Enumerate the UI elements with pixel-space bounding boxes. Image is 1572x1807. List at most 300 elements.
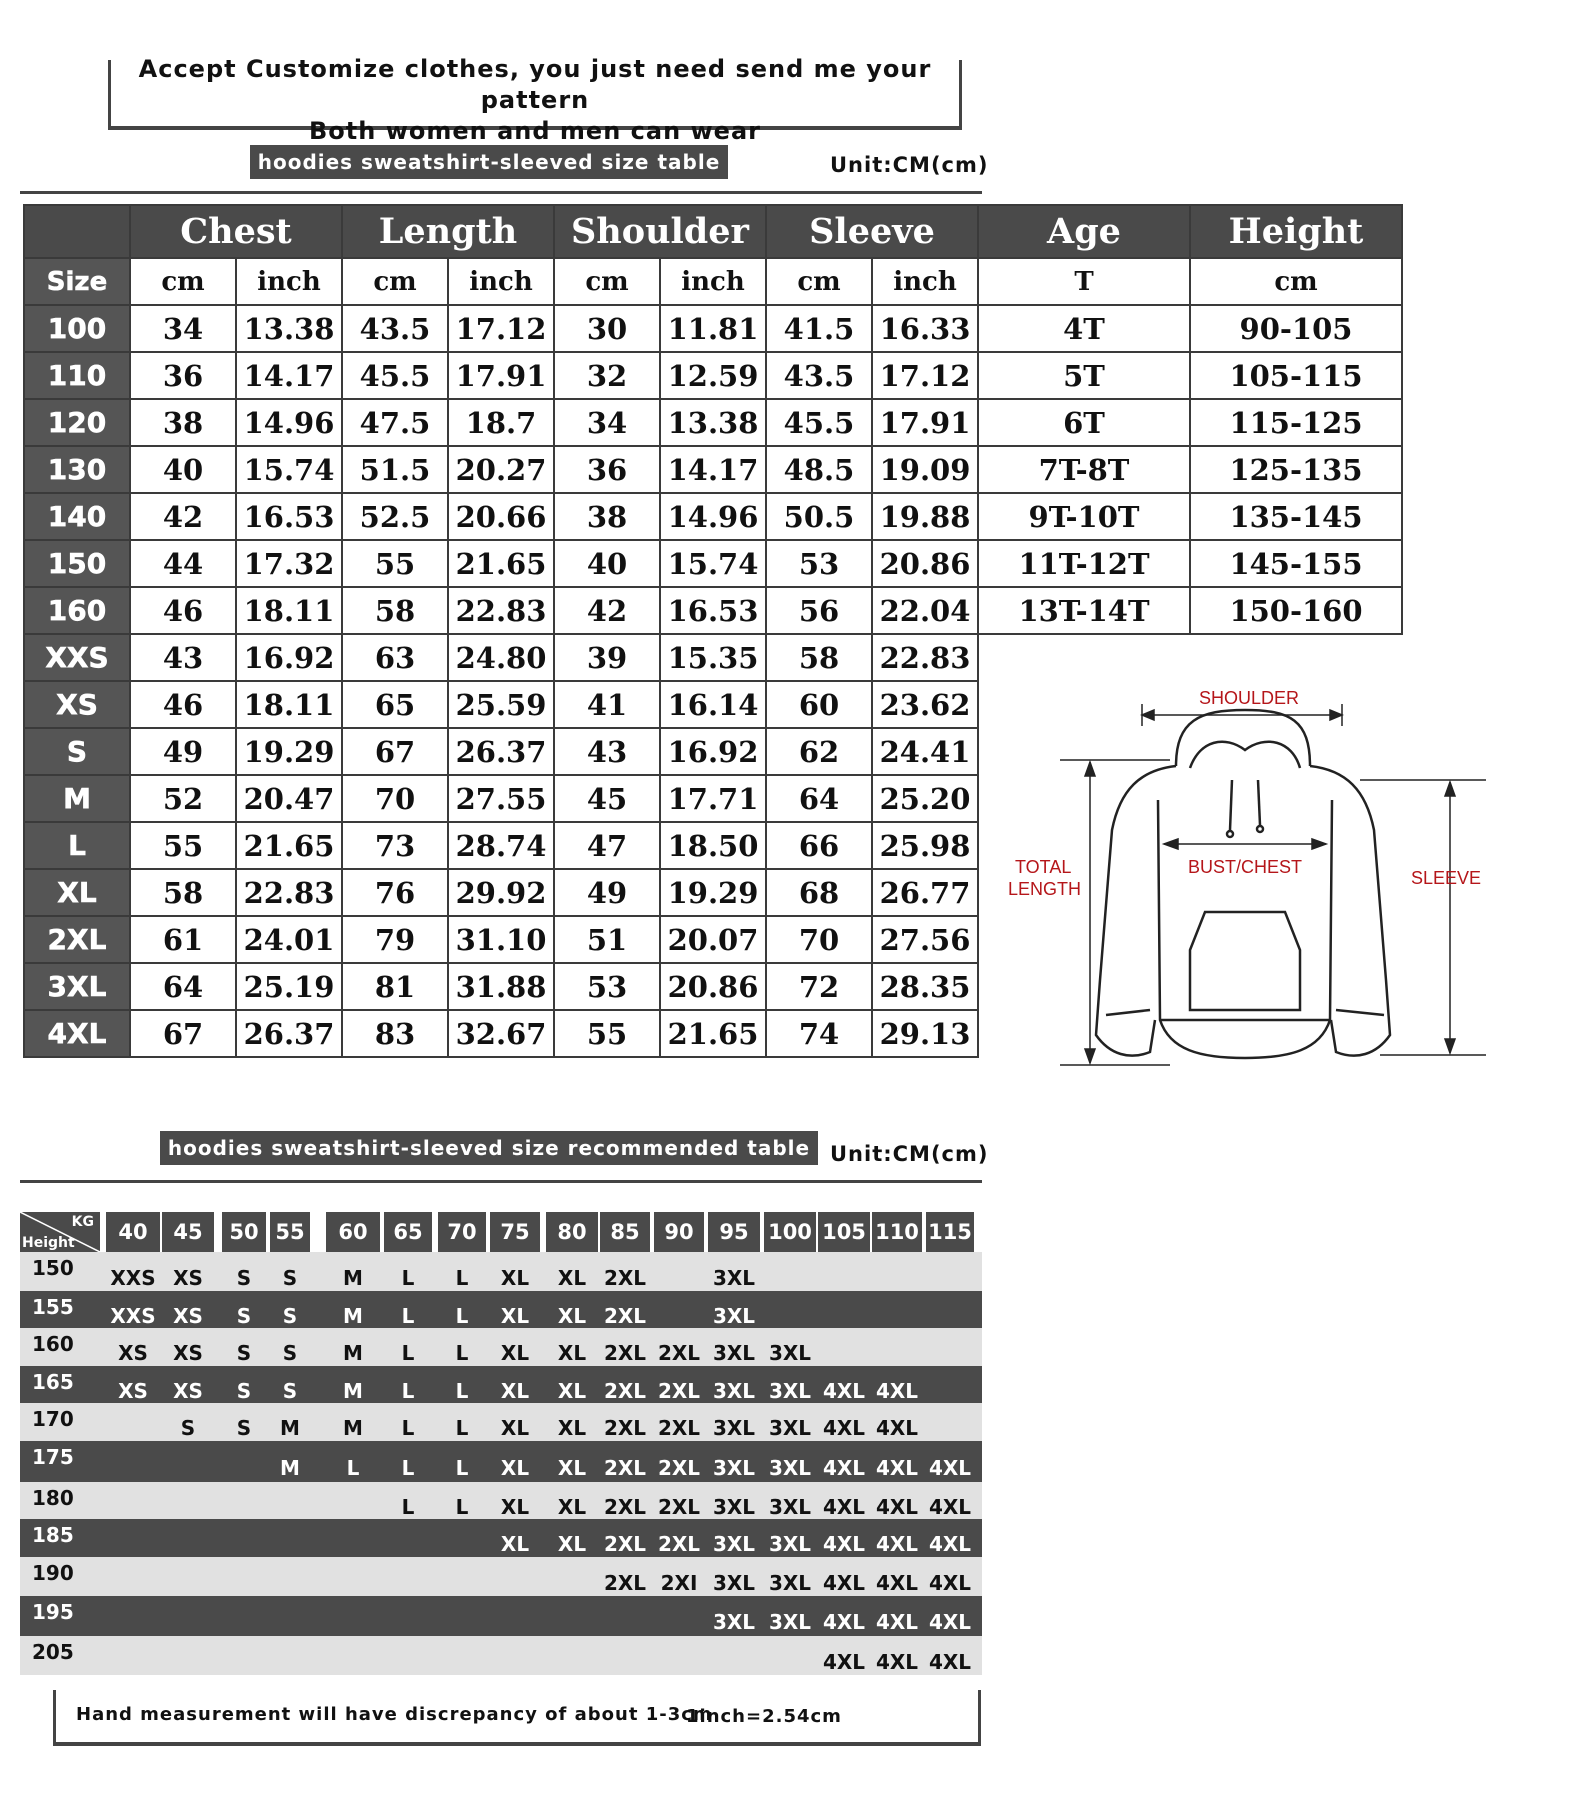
measure-cell: 22.83 (236, 869, 342, 916)
measure-cell: 20.27 (448, 446, 554, 493)
size-recommend-cell: 3XL (712, 1265, 756, 1290)
measure-cell: 32 (554, 352, 660, 399)
size-recommend-cell: 3XL (712, 1610, 756, 1634)
size-recommend-cell: 4XL (875, 1455, 919, 1480)
footer-note: Hand measurement will have discrepancy of about 1-3cm (76, 1704, 713, 1725)
size-table-rule (20, 191, 982, 194)
size-cell: M (24, 775, 130, 822)
recommend-table-rule (20, 1180, 982, 1183)
size-recommend-cell: S (236, 1378, 252, 1403)
size-recommend-cell: L (401, 1378, 415, 1403)
measure-cell: 12.59 (660, 352, 766, 399)
size-recommend-cell: XXS (110, 1265, 156, 1290)
size-recommend-cell: 4XL (822, 1455, 866, 1480)
measure-cell: 16.53 (236, 493, 342, 540)
measure-cell: 26.77 (872, 869, 978, 916)
measure-cell: 70 (766, 916, 872, 963)
measure-cell: 14.17 (236, 352, 342, 399)
height-cell: 170 (32, 1407, 74, 1431)
size-recommend-cell: 3XL (712, 1455, 756, 1480)
measure-cell: 6T (978, 399, 1190, 446)
size-recommend-cell: XS (118, 1341, 148, 1365)
measure-cell: 16.33 (872, 305, 978, 352)
measure-cell: 23.62 (872, 681, 978, 728)
recommend-row (20, 1557, 982, 1596)
kg-header-cell: 110 (872, 1212, 922, 1252)
measure-cell: 20.86 (872, 540, 978, 587)
measure-cell: 74 (766, 1010, 872, 1057)
size-cell: 2XL (24, 916, 130, 963)
recommend-row (20, 1328, 982, 1366)
unit-header: inch (660, 258, 766, 305)
size-recommend-cell: XS (118, 1378, 148, 1403)
measure-cell: 52.5 (342, 493, 448, 540)
measure-cell: 43.5 (766, 352, 872, 399)
measure-cell: 18.11 (236, 587, 342, 634)
size-recommend-cell: 4XL (928, 1570, 972, 1595)
size-header-label: Size (24, 258, 130, 305)
header-line-2: Both women and men can wear (309, 117, 761, 145)
kg-header-cell: 55 (270, 1212, 310, 1252)
size-recommend-cell: 4XL (822, 1570, 866, 1595)
measure-cell: 11.81 (660, 305, 766, 352)
height-cell: 150 (32, 1256, 74, 1280)
measure-cell: 19.29 (236, 728, 342, 775)
size-cell: 110 (24, 352, 130, 399)
measure-cell: 21.65 (236, 822, 342, 869)
measure-cell: 66 (766, 822, 872, 869)
measure-cell: 45.5 (342, 352, 448, 399)
height-cell: 160 (32, 1332, 74, 1356)
size-recommend-cell: 3XL (768, 1416, 812, 1440)
recommend-corner (20, 1212, 100, 1252)
size-recommend-cell: 3XL (712, 1494, 756, 1519)
measure-cell: 55 (554, 1010, 660, 1057)
measure-cell: 22.83 (448, 587, 554, 634)
measure-cell: 13.38 (236, 305, 342, 352)
measure-cell: 36 (130, 352, 236, 399)
measure-cell: 17.12 (448, 305, 554, 352)
measure-cell: 73 (342, 822, 448, 869)
size-recommend-cell: XL (557, 1341, 587, 1365)
size-recommend-cell: 4XL (928, 1649, 972, 1674)
size-recommend-cell: L (401, 1494, 415, 1519)
measure-cell: 16.14 (660, 681, 766, 728)
measure-cell: 26.37 (236, 1010, 342, 1057)
measure-cell: 40 (554, 540, 660, 587)
size-table-unit-row (24, 258, 1402, 305)
measure-cell: 24.80 (448, 634, 554, 681)
measure-cell: 28.35 (872, 963, 978, 1010)
size-recommend-cell: 2XL (603, 1341, 647, 1365)
measure-cell: 58 (130, 869, 236, 916)
size-recommend-cell: 3XL (768, 1341, 812, 1365)
measure-cell: 17.71 (660, 775, 766, 822)
total-length-label-2: LENGTH (1008, 879, 1082, 899)
size-recommend-cell: 4XL (822, 1649, 866, 1674)
measure-cell: 60 (766, 681, 872, 728)
measure-cell: 51.5 (342, 446, 448, 493)
measure-cell: 15.74 (660, 540, 766, 587)
size-recommend-cell: 4XL (928, 1494, 972, 1519)
size-recommend-cell: M (343, 1265, 363, 1290)
empty-cell (978, 634, 1190, 681)
measure-cell: 42 (130, 493, 236, 540)
size-row (24, 399, 1402, 446)
measure-cell: 18.50 (660, 822, 766, 869)
measure-cell: 64 (766, 775, 872, 822)
measure-cell: 62 (766, 728, 872, 775)
measure-cell: 29.92 (448, 869, 554, 916)
size-recommend-cell: L (401, 1265, 415, 1290)
measure-cell: 61 (130, 916, 236, 963)
measure-cell: 44 (130, 540, 236, 587)
size-recommend-cell: S (282, 1341, 298, 1365)
size-recommend-cell: 4XL (875, 1416, 919, 1440)
unit-header: cm (130, 258, 236, 305)
measure-cell: 42 (554, 587, 660, 634)
measure-cell: 19.29 (660, 869, 766, 916)
measure-cell: 13T-14T (978, 587, 1190, 634)
total-length-label-1: TOTAL (1015, 857, 1072, 877)
size-recommend-cell: XL (500, 1303, 530, 1328)
size-recommend-cell: XL (500, 1416, 530, 1440)
size-recommend-cell: 2XL (603, 1416, 647, 1440)
kg-header-cell: 115 (926, 1212, 974, 1252)
size-recommend-cell: 4XL (875, 1610, 919, 1634)
measure-cell: 58 (342, 587, 448, 634)
measure-cell: 17.91 (448, 352, 554, 399)
measure-cell: 64 (130, 963, 236, 1010)
recommend-row (20, 1366, 982, 1403)
measure-cell: 72 (766, 963, 872, 1010)
bust-chest-label: BUST/CHEST (1188, 857, 1303, 877)
measure-cell: 63 (342, 634, 448, 681)
measure-cell: 48.5 (766, 446, 872, 493)
measure-cell: 56 (766, 587, 872, 634)
measure-cell: 21.65 (448, 540, 554, 587)
measure-cell: 14.17 (660, 446, 766, 493)
recommend-row (20, 1482, 982, 1519)
size-recommend-cell: 4XL (875, 1649, 919, 1674)
size-recommend-cell: L (455, 1416, 469, 1440)
measure-cell: 27.55 (448, 775, 554, 822)
measure-cell: 47.5 (342, 399, 448, 446)
recommend-row (20, 1596, 982, 1636)
unit-header: inch (448, 258, 554, 305)
measure-cell: 14.96 (236, 399, 342, 446)
measure-cell: 19.09 (872, 446, 978, 493)
kg-header-cell: 50 (222, 1212, 266, 1252)
measure-cell: 18.7 (448, 399, 554, 446)
measure-cell: 81 (342, 963, 448, 1010)
size-recommend-cell: 3XL (768, 1570, 812, 1595)
size-cell: XXS (24, 634, 130, 681)
size-recommend-cell: 3XL (768, 1532, 812, 1556)
kg-header-cell: 80 (546, 1212, 598, 1252)
measure-cell: 45.5 (766, 399, 872, 446)
height-cell: 175 (32, 1445, 74, 1469)
size-recommend-cell: XL (557, 1303, 587, 1328)
measure-cell: 45 (554, 775, 660, 822)
measure-cell: 5T (978, 352, 1190, 399)
measure-cell: 53 (766, 540, 872, 587)
group-header-chest: Chest (130, 205, 342, 258)
kg-header-cell: 90 (654, 1212, 704, 1252)
size-table-unit: Unit:CM(cm) (830, 153, 989, 177)
size-cell: XS (24, 681, 130, 728)
measure-cell: 25.98 (872, 822, 978, 869)
sleeve-label: SLEEVE (1411, 868, 1482, 888)
size-recommend-cell: L (455, 1265, 469, 1290)
size-cell: 150 (24, 540, 130, 587)
measure-cell: 52 (130, 775, 236, 822)
measure-cell: 49 (130, 728, 236, 775)
measure-cell: 13.38 (660, 399, 766, 446)
size-recommend-cell: M (343, 1416, 363, 1440)
size-recommend-cell: M (280, 1455, 300, 1480)
unit-header: T (978, 258, 1190, 305)
size-row (24, 587, 1402, 634)
size-recommend-cell: S (282, 1378, 298, 1403)
measure-cell: 115-125 (1190, 399, 1402, 446)
measure-cell: 20.66 (448, 493, 554, 540)
measure-cell: 135-145 (1190, 493, 1402, 540)
size-recommend-cell: 2XL (657, 1416, 701, 1440)
size-recommend-cell: 3XL (712, 1532, 756, 1556)
measure-cell: 15.74 (236, 446, 342, 493)
size-recommend-cell: XS (173, 1341, 203, 1365)
size-recommend-cell: S (236, 1265, 252, 1290)
size-recommend-cell: XL (557, 1494, 587, 1519)
size-recommend-cell: L (401, 1341, 415, 1365)
size-recommend-cell: M (280, 1416, 300, 1440)
measure-cell: 17.12 (872, 352, 978, 399)
measure-cell: 30 (554, 305, 660, 352)
shoulder-label: SHOULDER (1199, 688, 1300, 708)
header-box (108, 55, 962, 145)
measure-cell: 14.96 (660, 493, 766, 540)
size-recommend-cell: S (236, 1341, 252, 1365)
size-header-corner (24, 205, 130, 258)
height-cell: 165 (32, 1370, 74, 1394)
size-recommend-cell: L (346, 1455, 360, 1480)
measure-cell: 46 (130, 587, 236, 634)
measure-cell: 11T-12T (978, 540, 1190, 587)
height-cell: 190 (32, 1561, 74, 1585)
measure-cell: 49 (554, 869, 660, 916)
size-recommend-cell: 3XL (768, 1455, 812, 1480)
measure-cell: 55 (130, 822, 236, 869)
size-recommend-cell: 4XL (822, 1494, 866, 1519)
size-recommend-cell: M (343, 1303, 363, 1328)
size-recommend-cell: 3XL (712, 1341, 756, 1365)
measure-cell: 53 (554, 963, 660, 1010)
size-recommend-cell: XXS (110, 1303, 156, 1328)
header-line-1: Accept Customize clothes, you just need send me your pattern (138, 55, 932, 114)
size-recommend-cell: L (455, 1303, 469, 1328)
size-recommend-cell: XL (500, 1455, 530, 1480)
measure-cell: 46 (130, 681, 236, 728)
height-cell: 195 (32, 1600, 74, 1624)
size-recommend-cell: M (343, 1378, 363, 1403)
measure-cell: 16.53 (660, 587, 766, 634)
kg-header-cell: 40 (106, 1212, 160, 1252)
recommend-table-unit: Unit:CM(cm) (830, 1142, 989, 1166)
size-recommend-cell: XL (500, 1341, 530, 1365)
recommend-row (20, 1403, 982, 1441)
group-header-height: Height (1190, 205, 1402, 258)
size-recommend-cell: 4XL (928, 1610, 972, 1634)
footer-conversion: 1inch=2.54cm (686, 1706, 842, 1727)
kg-header-cell: 60 (326, 1212, 380, 1252)
size-recommend-cell: XL (500, 1532, 530, 1556)
size-recommend-cell: XL (557, 1378, 587, 1403)
measure-cell: 47 (554, 822, 660, 869)
measure-cell: 22.83 (872, 634, 978, 681)
measure-cell: 25.59 (448, 681, 554, 728)
size-recommend-cell: 2XL (603, 1532, 647, 1556)
empty-cell (1190, 634, 1402, 681)
group-header-length: Length (342, 205, 554, 258)
measure-cell: 25.19 (236, 963, 342, 1010)
measure-cell: 79 (342, 916, 448, 963)
recommend-row (20, 1519, 982, 1557)
size-recommend-cell: 2XL (657, 1455, 701, 1480)
size-recommend-cell: 2XL (657, 1532, 701, 1556)
measure-cell: 4T (978, 305, 1190, 352)
size-recommend-cell: XL (557, 1265, 587, 1290)
measure-cell: 58 (766, 634, 872, 681)
size-table-group-row (24, 205, 1402, 258)
size-recommend-cell: XS (173, 1378, 203, 1403)
size-recommend-cell: 4XL (875, 1378, 919, 1403)
measure-cell: 39 (554, 634, 660, 681)
size-recommend-cell: 3XL (712, 1570, 756, 1595)
size-recommend-cell: 2XL (603, 1570, 647, 1595)
size-cell: 4XL (24, 1010, 130, 1057)
recommend-row (20, 1636, 982, 1675)
group-header-age: Age (978, 205, 1190, 258)
measure-cell: 65 (342, 681, 448, 728)
size-recommend-cell: 2XL (657, 1494, 701, 1519)
measure-cell: 67 (130, 1010, 236, 1057)
kg-header-cell: 65 (384, 1212, 432, 1252)
size-cell: 140 (24, 493, 130, 540)
measure-cell: 51 (554, 916, 660, 963)
size-recommend-cell: S (282, 1303, 298, 1328)
measure-cell: 145-155 (1190, 540, 1402, 587)
size-recommend-cell: S (236, 1416, 252, 1440)
size-recommend-cell: L (455, 1455, 469, 1480)
measure-cell: 20.07 (660, 916, 766, 963)
size-recommend-cell: 3XL (712, 1303, 756, 1328)
measure-cell: 38 (554, 493, 660, 540)
size-row (24, 634, 1402, 681)
footer-box (53, 1690, 981, 1746)
size-recommend-cell: 4XL (875, 1532, 919, 1556)
size-row (24, 540, 1402, 587)
kg-header-cell: 45 (162, 1212, 214, 1252)
size-recommend-cell: S (282, 1265, 298, 1290)
kg-header-cell: 75 (490, 1212, 540, 1252)
size-recommend-cell: 2XI (660, 1570, 698, 1595)
group-header-shoulder: Shoulder (554, 205, 766, 258)
hoodie-outline-icon (1096, 710, 1390, 1058)
measure-cell: 19.88 (872, 493, 978, 540)
measure-cell: 17.32 (236, 540, 342, 587)
size-recommend-cell: 2XL (657, 1378, 701, 1403)
measure-cell: 55 (342, 540, 448, 587)
measure-cell: 38 (130, 399, 236, 446)
measure-cell: 16.92 (660, 728, 766, 775)
unit-header: cm (1190, 258, 1402, 305)
size-recommend-cell: 4XL (928, 1532, 972, 1556)
height-cell: 185 (32, 1523, 74, 1547)
size-recommend-cell: 2XL (603, 1265, 647, 1290)
measure-cell: 24.41 (872, 728, 978, 775)
measure-cell: 28.74 (448, 822, 554, 869)
unit-header: cm (342, 258, 448, 305)
size-row (24, 446, 1402, 493)
corner-height-label: Height (22, 1235, 75, 1251)
size-cell: 160 (24, 587, 130, 634)
measure-cell: 125-135 (1190, 446, 1402, 493)
measure-cell: 20.47 (236, 775, 342, 822)
size-recommend-cell: 4XL (822, 1416, 866, 1440)
recommend-row (20, 1291, 982, 1328)
measure-cell: 150-160 (1190, 587, 1402, 634)
unit-header: inch (236, 258, 342, 305)
corner-kg-label: KG (71, 1214, 94, 1230)
size-recommend-cell: S (180, 1416, 196, 1440)
measure-cell: 105-115 (1190, 352, 1402, 399)
size-recommend-cell: 2XL (603, 1303, 647, 1328)
measure-cell: 50.5 (766, 493, 872, 540)
measure-cell: 21.65 (660, 1010, 766, 1057)
size-recommend-cell: 3XL (768, 1494, 812, 1519)
height-cell: 155 (32, 1295, 74, 1319)
size-recommend-cell: L (455, 1494, 469, 1519)
size-cell: 100 (24, 305, 130, 352)
size-recommend-cell: XL (557, 1455, 587, 1480)
size-cell: S (24, 728, 130, 775)
size-recommend-cell: 4XL (822, 1378, 866, 1403)
measure-cell: 9T-10T (978, 493, 1190, 540)
measure-cell: 34 (554, 399, 660, 446)
measure-cell: 20.86 (660, 963, 766, 1010)
measure-cell: 36 (554, 446, 660, 493)
size-recommend-cell: L (401, 1416, 415, 1440)
measure-cell: 76 (342, 869, 448, 916)
size-recommend-cell: XL (500, 1494, 530, 1519)
measure-cell: 22.04 (872, 587, 978, 634)
measure-cell: 25.20 (872, 775, 978, 822)
measure-cell: 34 (130, 305, 236, 352)
size-row (24, 352, 1402, 399)
group-header-sleeve: Sleeve (766, 205, 978, 258)
size-recommend-cell: L (401, 1303, 415, 1328)
size-recommend-cell: XL (557, 1416, 587, 1440)
size-cell: 120 (24, 399, 130, 446)
measure-cell: 41.5 (766, 305, 872, 352)
size-recommend-cell: 2XL (603, 1455, 647, 1480)
measure-cell: 43.5 (342, 305, 448, 352)
size-cell: 3XL (24, 963, 130, 1010)
recommend-row (20, 1441, 982, 1482)
size-cell: XL (24, 869, 130, 916)
size-recommend-cell: L (401, 1455, 415, 1480)
